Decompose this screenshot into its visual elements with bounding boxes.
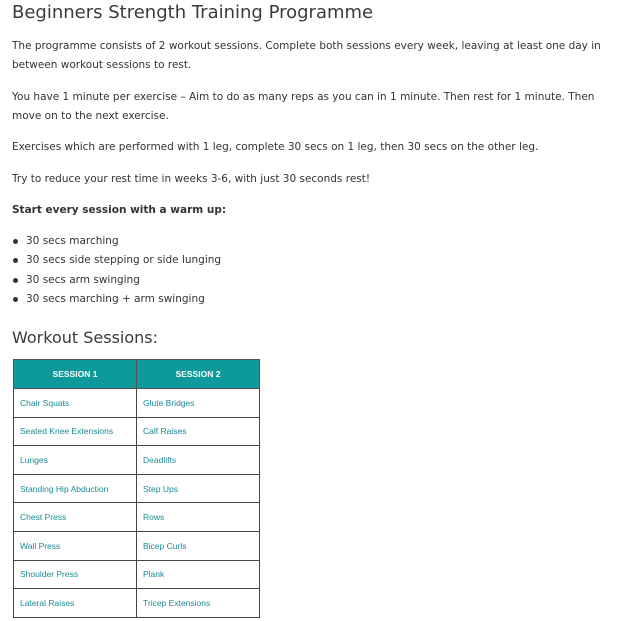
session-2-exercise[interactable]: Rows [137,503,260,532]
session-2-exercise[interactable]: Plank [137,560,260,589]
session-2-header: SESSION 2 [137,360,260,389]
session-2-exercise[interactable]: Deadlifts [137,446,260,475]
session-1-header: SESSION 1 [14,360,137,389]
page-title: Beginners Strength Training Programme [12,2,374,23]
session-2-exercise[interactable]: Tricep Extensions [137,589,260,618]
timing-paragraph: You have 1 minute per exercise – Aim to do as many reps as you can in 1 minute. Then rest for 1 minute. Then move on to the next exercise. [12,91,595,122]
session-1-exercise[interactable]: Wall Press [14,531,137,560]
list-item: 30 secs marching [12,232,412,251]
session-2-exercise[interactable]: Bicep Curls [137,531,260,560]
table-row [14,560,260,589]
session-1-exercise[interactable]: Standing Hip Abduction [14,474,137,503]
session-1-exercise[interactable]: Lateral Raises [14,589,137,618]
intro-paragraph: The programme consists of 2 workout sessions. Complete both sessions every week, leaving at least one day in between workout sessions to rest. [12,40,601,71]
sessions-table [13,359,260,618]
sessions-heading: Workout Sessions: [12,328,159,347]
list-item: 30 secs arm swinging [12,271,412,290]
session-1-exercise[interactable]: Shoulder Press [14,560,137,589]
table-row [14,531,260,560]
session-1-exercise[interactable]: Seated Knee Extensions [14,417,137,446]
warmup-list [12,232,412,309]
rest-paragraph: Try to reduce your rest time in weeks 3-6, with just 30 seconds rest! [12,173,371,185]
table-row [14,589,260,618]
table-header-row [14,360,260,389]
list-item: 30 secs marching + arm swinging [12,290,412,309]
session-1-exercise[interactable]: Chest Press [14,503,137,532]
table-row [14,417,260,446]
list-item: 30 secs side stepping or side lunging [12,251,412,270]
session-2-exercise[interactable]: Step Ups [137,474,260,503]
session-2-exercise[interactable]: Calf Raises [137,417,260,446]
table-row [14,503,260,532]
session-2-exercise[interactable]: Glute Bridges [137,389,260,418]
table-row [14,446,260,475]
legs-paragraph: Exercises which are performed with 1 leg, complete 30 secs on 1 leg, then 30 secs on the other leg. [12,141,539,153]
table-row [14,389,260,418]
warmup-heading: Start every session with a warm up: [12,204,227,216]
session-1-exercise[interactable]: Chair Squats [14,389,137,418]
session-1-exercise[interactable]: Lunges [14,446,137,475]
table-row [14,474,260,503]
